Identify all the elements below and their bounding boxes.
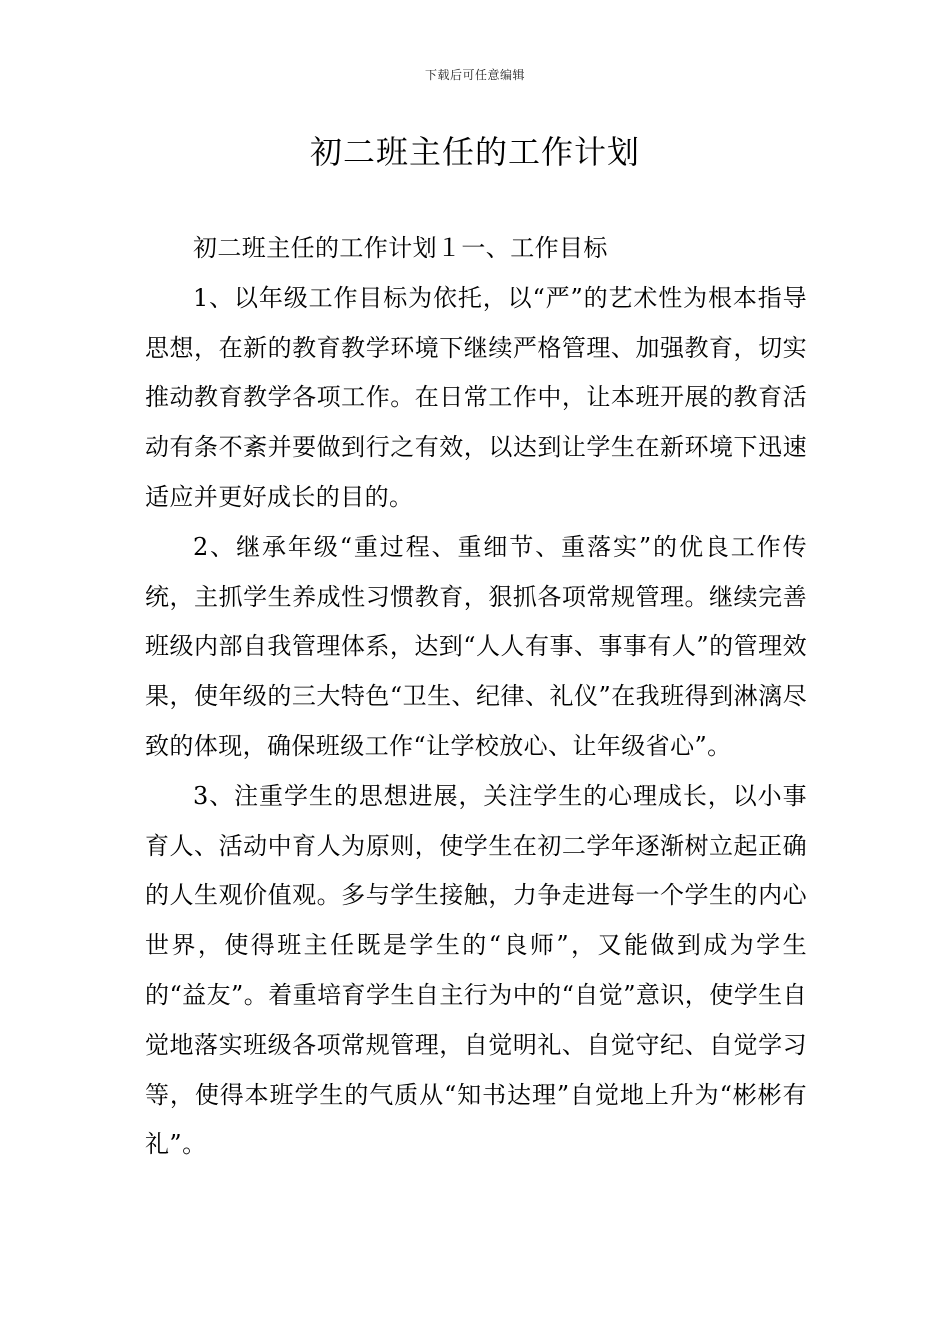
paragraph-goal-1: 1、以年级工作目标为依托，以“严”的艺术性为根本指导思想，在新的教育教学环境下继续严格管理、加强教育，切实推动教育教学各项工作。在日常工作中，让本班开展的教育活动有条不紊并要做到行之有效，以达到让学生在新环境下迅速适应并更好成长的目的。	[145, 283, 807, 511]
paragraph-section-heading: 初二班主任的工作计划１一、工作目标	[193, 234, 608, 262]
paragraph-goal-2: 2、继承年级“重过程、重细节、重落实”的优良工作传统，主抓学生养成性习惯教育，狠抓各项常规管理。继续完善班级内部自我管理体系，达到“人人有事、事事有人”的管理效果，使年级的三大特色“卫生、纪律、礼仪”在我班得到淋漓尽致的体现，确保班级工作“让学校放心、让年级省心”。	[145, 532, 807, 760]
header-note: 下载后可任意编辑	[424, 68, 525, 82]
document-body	[145, 224, 807, 1170]
paragraph-goal-3: 3、注重学生的思想进展，关注学生的心理成长，以小事育人、活动中育人为原则，使学生在初二学年逐渐树立起正确的人生观价值观。多与学生接触，力争走进每一个学生的内心世界，使得班主任既是学生的“良师”，又能做到成为学生的“益友”。着重培育学生自主行为中的“自觉”意识，使学生自觉地落实班级各项常规管理，自觉明礼、自觉守纪、自觉学习等，使得本班学生的气质从“知书达理”自觉地上升为“彬彬有礼”。	[145, 781, 807, 1159]
document-title: 初二班主任的工作计划	[309, 133, 640, 171]
